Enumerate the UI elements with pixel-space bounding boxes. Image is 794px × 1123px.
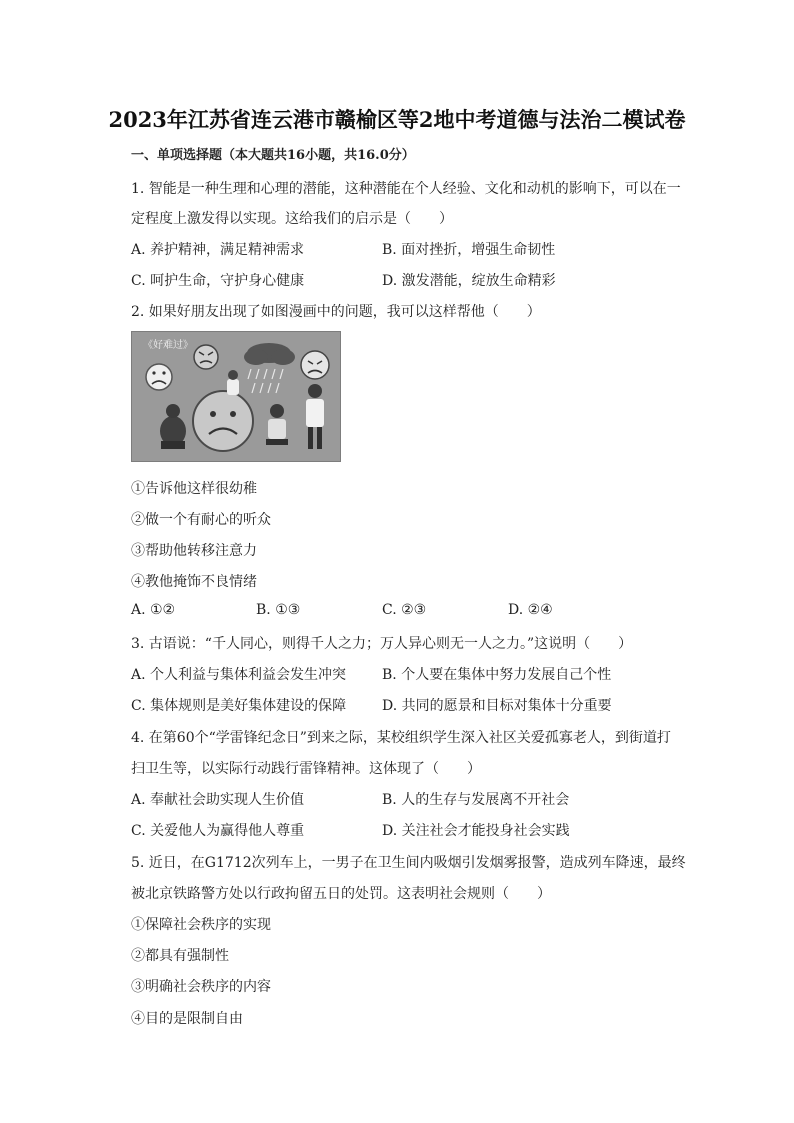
- q1-stem-line-1: 1. 智能是一种生理和心理的潜能，这种潜能在个人经验、文化和动机的影响下，可以在一: [131, 181, 681, 197]
- cartoon-image: [131, 331, 341, 462]
- q5-stem-line-2: 被北京铁路警方处以行政拘留五日的处罚。这表明社会规则（ ）: [131, 886, 551, 902]
- q4-stem-line-2: 扫卫生等，以实际行动践行雷锋精神。这体现了（ ）: [131, 761, 481, 777]
- q1-option-d: D. 激发潜能，绽放生命精彩: [382, 273, 556, 289]
- q2-option-a: A. ①②: [131, 602, 176, 618]
- q2-statement-3: ③帮助他转移注意力: [131, 543, 257, 559]
- section-heading: 一、单项选择题（本大题共16小题，共16.0分）: [131, 148, 415, 163]
- q5-statement-3: ③明确社会秩序的内容: [131, 979, 271, 995]
- q2-option-c: C. ②③: [382, 602, 427, 618]
- q4-option-c: C. 关爱他人为赢得他人尊重: [131, 823, 305, 839]
- crying-face-icon: [301, 351, 329, 379]
- q3-option-c: C. 集体规则是美好集体建设的保障: [131, 698, 347, 714]
- q1-option-c: C. 呵护生命，守护身心健康: [131, 273, 305, 289]
- q3-option-a: A. 个人利益与集体利益会发生冲突: [131, 667, 347, 683]
- angry-face-icon: [194, 345, 218, 369]
- sad-face-icon: [146, 364, 172, 390]
- big-sad-face-icon: [193, 391, 253, 451]
- q3-option-b: B. 个人要在集体中努力发展自己个性: [382, 667, 612, 683]
- q2-statement-2: ②做一个有耐心的听众: [131, 512, 271, 528]
- q4-option-b: B. 人的生存与发展离不开社会: [382, 792, 570, 808]
- q1-stem-line-2: 定程度上激发得以实现。这给我们的启示是（ ）: [131, 211, 453, 227]
- q5-statement-1: ①保障社会秩序的实现: [131, 917, 271, 933]
- q2-option-b: B. ①③: [256, 602, 301, 618]
- q4-option-a: A. 奉献社会助实现人生价值: [131, 792, 305, 808]
- cartoon-caption: 《好难过》: [143, 340, 193, 351]
- q3-option-d: D. 共同的愿景和目标对集体十分重要: [382, 698, 612, 714]
- q2-statement-1: ①告诉他这样很幼稚: [131, 481, 257, 497]
- q2-option-d: D. ②④: [508, 602, 553, 618]
- exam-title: 2023年江苏省连云港市赣榆区等2地中考道德与法治二模试卷: [108, 107, 686, 132]
- q5-statement-2: ②都具有强制性: [131, 948, 229, 964]
- q1-option-b: B. 面对挫折，增强生命韧性: [382, 242, 556, 258]
- q1-option-a: A. 养护精神，满足精神需求: [131, 242, 305, 258]
- person-figure: [227, 370, 239, 395]
- q2-statement-4: ④教他掩饰不良情绪: [131, 574, 257, 590]
- q2-stem-line-1: 2. 如果好朋友出现了如图漫画中的问题，我可以这样帮他（ ）: [131, 304, 541, 320]
- q3-stem-line-1: 3. 古语说：“千人同心，则得千人之力；万人异心则无一人之力。”这说明（ ）: [131, 636, 633, 652]
- q4-option-d: D. 关注社会才能投身社会实践: [382, 823, 570, 839]
- q5-stem-line-1: 5. 近日，在G1712次列车上，一男子在卫生间内吸烟引发烟雾报警，造成列车降速，最终: [131, 855, 686, 871]
- q5-statement-4: ④目的是限制自由: [131, 1011, 243, 1027]
- q4-stem-line-1: 4. 在第60个“学雷锋纪念日”到来之际，某校组织学生深入社区关爱孤寡老人，到街道打: [131, 730, 671, 746]
